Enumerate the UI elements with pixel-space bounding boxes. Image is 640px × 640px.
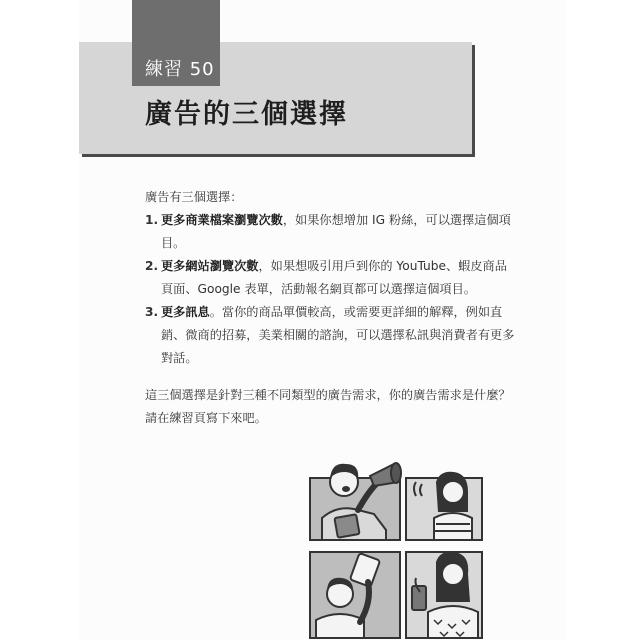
man-with-tablet-panel [310,552,400,638]
exercise-number: 練習 50 [145,59,215,80]
item-number: 3. [145,305,159,319]
list-item [145,209,515,255]
item-text: 。當你的商品單價較高，或需要更詳細的解釋，例如直銷、微商的招募，美業相關的諮詢，可以選擇私訊與消費者有更多對話。 [161,305,515,365]
item-heading: 更多商業檔案瀏覽次數 [161,213,283,227]
item-text: ，如果你想增加 IG 粉絲，可以選擇這個項目。 [161,213,511,250]
item-heading: 更多訊息 [161,305,210,319]
body-text [145,186,515,430]
woman-with-phone-panel [406,552,482,638]
list-item [145,301,515,370]
item-number: 1. [145,213,159,227]
page-title: 廣告的三個選擇 [145,99,348,130]
intro-paragraph: 廣告有三個選擇： [145,190,243,204]
item-number: 2. [145,259,159,273]
item-heading: 更多網站瀏覽次數 [161,259,259,273]
megaphone-man-panel [310,463,401,540]
woman-waving-panel [406,472,482,540]
closing-paragraph: 這三個選擇是針對三種不同類型的廣告需求，你的廣告需求是什麼？請在練習頁寫下來吧。 [145,388,511,425]
options-list [145,209,515,370]
list-item [145,255,515,301]
communication-illustration [308,452,484,640]
item-text: ，如果想吸引用戶到你的 YouTube、蝦皮商品頁面、Google 表單，活動報名網頁都可以選擇這個項目。 [161,259,507,296]
